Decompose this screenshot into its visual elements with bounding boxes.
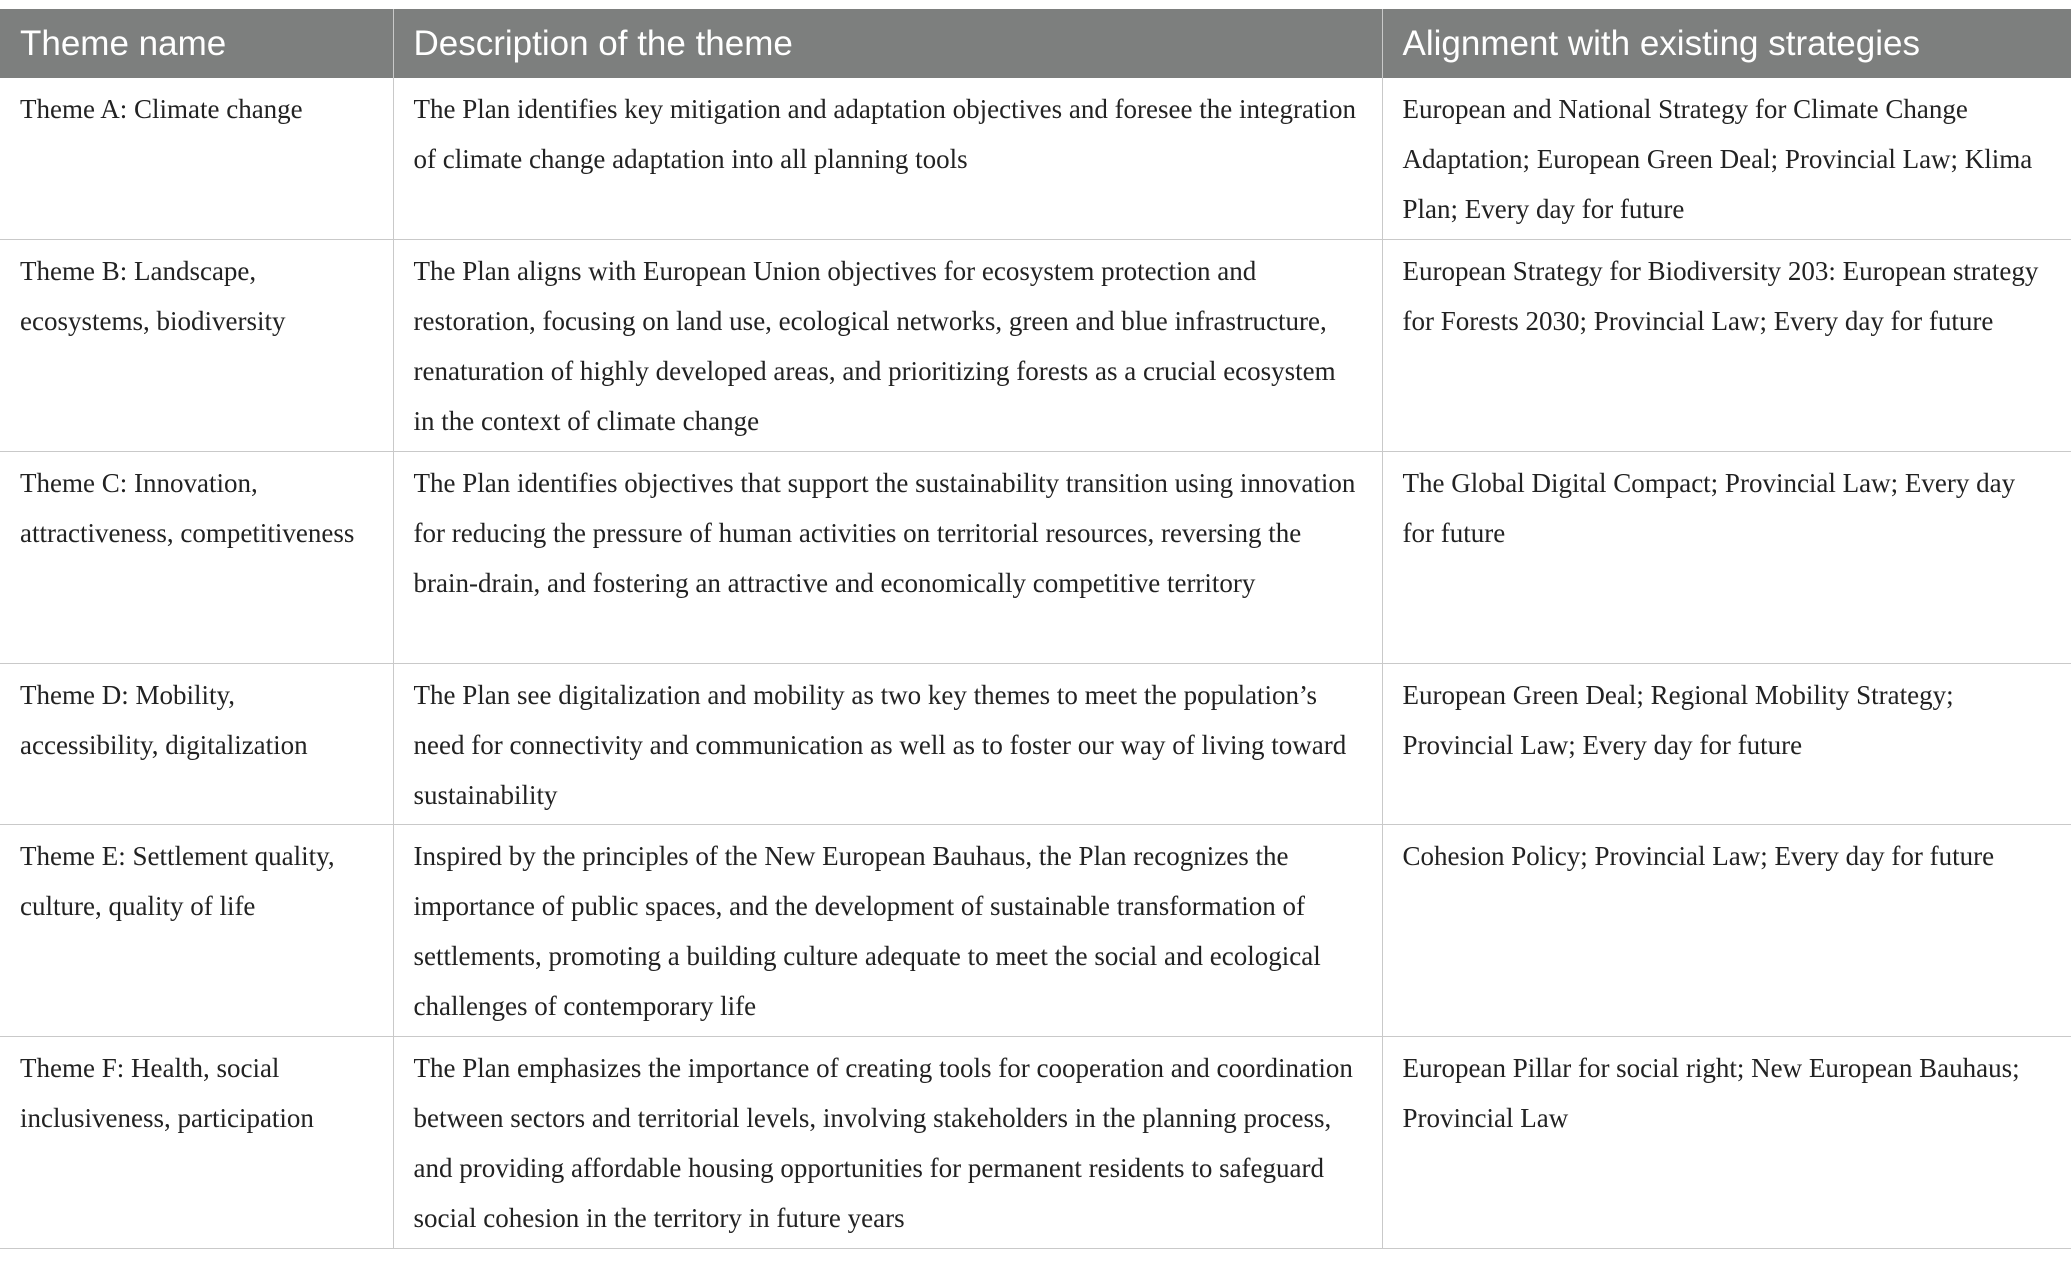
table-row [0,663,2071,824]
table-row [0,239,2071,451]
table-row [0,1036,2071,1248]
cell-description: The Plan emphasizes the importance of creating tools for cooperation and coordination between sectors and territorial levels, involving stakeholders in the planning process, and providing affordable housing opportunities for permanent residents to safeguard social cohesion in the territory in future years [393,1036,1382,1248]
header-description: Description of the theme [393,9,1382,78]
cell-description: The Plan identifies key mitigation and adaptation objectives and foresee the integration of climate change adaptation into all planning tools [393,78,1382,239]
header-alignment: Alignment with existing strategies [1382,9,2071,78]
cell-theme-name: Theme A: Climate change [0,78,393,239]
cell-theme-name: Theme C: Innovation, attractiveness, competitiveness [0,451,393,663]
table-row [0,451,2071,663]
cell-theme-name: Theme D: Mobility, accessibility, digitalization [0,663,393,824]
cell-alignment: European Pillar for social right; New European Bauhaus; Provincial Law [1382,1036,2071,1248]
cell-theme-name: Theme F: Health, social inclusiveness, participation [0,1036,393,1248]
themes-table-container [0,9,2071,1249]
table-header-row [0,9,2071,78]
cell-alignment: European Green Deal; Regional Mobility Strategy; Provincial Law; Every day for future [1382,663,2071,824]
cell-alignment: European and National Strategy for Climate Change Adaptation; European Green Deal; Provincial Law; Klima Plan; Every day for future [1382,78,2071,239]
themes-table [0,9,2071,1249]
table-row [0,78,2071,239]
header-theme-name: Theme name [0,9,393,78]
cell-description: The Plan see digitalization and mobility as two key themes to meet the population’s need for connectivity and communication as well as to foster our way of living toward sustainability [393,663,1382,824]
table-row [0,824,2071,1036]
cell-alignment: Cohesion Policy; Provincial Law; Every day for future [1382,824,2071,1036]
cell-description: The Plan identifies objectives that support the sustainability transition using innovation for reducing the pressure of human activities on territorial resources, reversing the brain-drain, and fostering an attractive and economically competitive territory [393,451,1382,663]
cell-theme-name: Theme B: Landscape, ecosystems, biodiversity [0,239,393,451]
cell-alignment: European Strategy for Biodiversity 203: European strategy for Forests 2030; Provincial Law; Every day for future [1382,239,2071,451]
cell-alignment: The Global Digital Compact; Provincial Law; Every day for future [1382,451,2071,663]
cell-description: The Plan aligns with European Union objectives for ecosystem protection and restoration, focusing on land use, ecological networks, green and blue infrastructure, renaturation of highly developed areas, and prioritizing forests as a crucial ecosystem in the context of climate change [393,239,1382,451]
cell-theme-name: Theme E: Settlement quality, culture, quality of life [0,824,393,1036]
cell-description: Inspired by the principles of the New European Bauhaus, the Plan recognizes the importance of public spaces, and the development of sustainable transformation of settlements, promoting a building culture adequate to meet the social and ecological challenges of contemporary life [393,824,1382,1036]
